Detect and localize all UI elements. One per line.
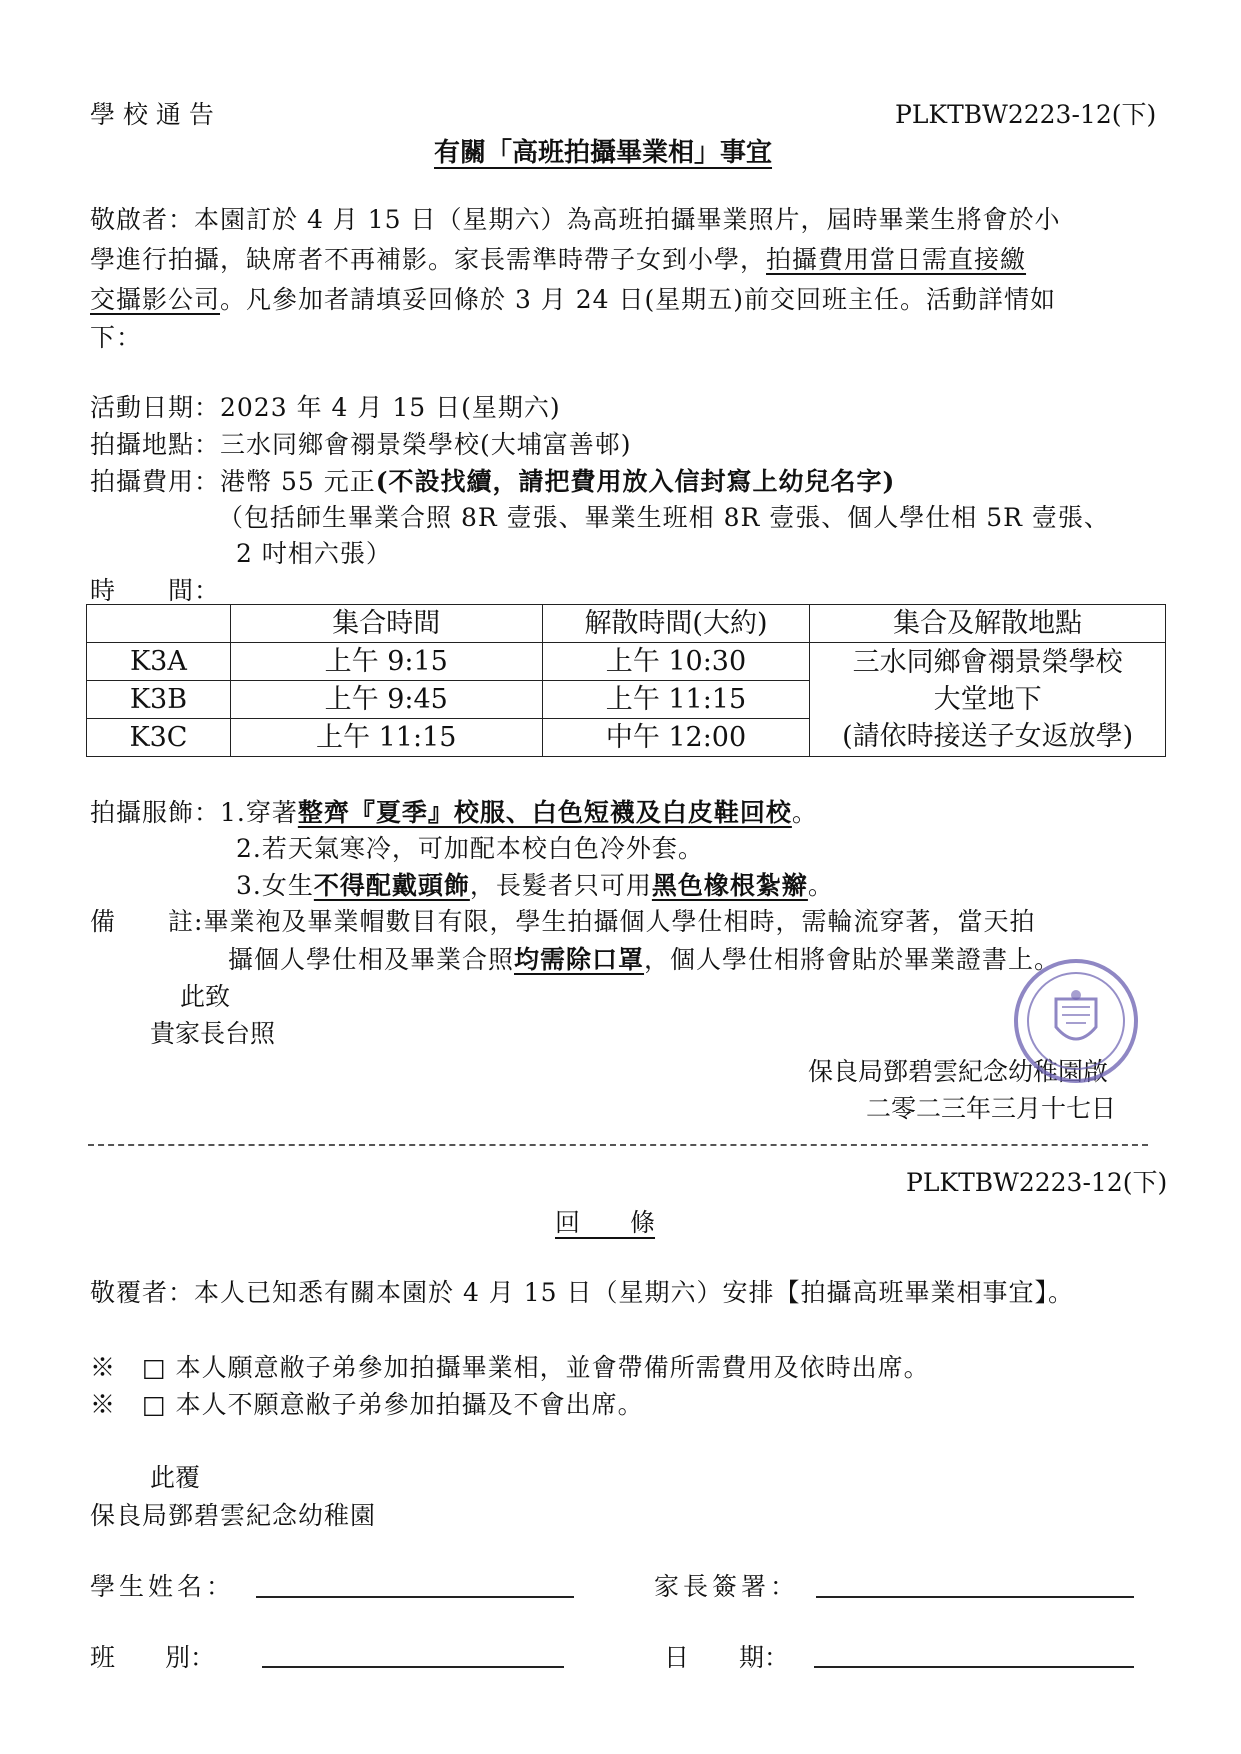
notice-title: 有關「高班拍攝畢業相」事宜: [434, 138, 773, 168]
remarks-line-2: 攝個人學仕相及畢業合照均需除口罩，個人學仕相將會貼於畢業證書上。: [228, 945, 1061, 974]
mask-removal-note: 均需除口罩: [514, 945, 645, 974]
option-attend[interactable]: ※ □ 本人願意敝子弟參加拍攝畢業相，並會帶備所需費用及依時出席。: [90, 1353, 930, 1382]
class-cell: K3C: [87, 719, 231, 757]
location-cell: 三水同鄉會禤景榮學校 大堂地下 (請依時接送子女返放學): [810, 643, 1166, 757]
fee-includes-line-2: 2 吋相六張）: [236, 539, 392, 568]
assemble-time-cell: 上午 9:45: [230, 681, 542, 719]
intro-line-1: 敬啟者：本園訂於 4 月 15 日（星期六）為高班拍攝畢業照片，屆時畢業生將會於小: [90, 205, 1061, 234]
closing-ci-zhi: 此致: [180, 982, 231, 1011]
schedule-table: [86, 604, 1166, 757]
fee-includes-line-1: （包括師生畢業合照 8R 壹張、畢業生班相 8R 壹張、個人學仕相 5R 壹張、: [218, 503, 1110, 532]
school-signature: 保良局鄧碧雲紀念幼稚園啟: [808, 1057, 1109, 1086]
time-label: 時 間：: [90, 576, 221, 605]
fee-payment-note: 拍攝費用當日需直接繳: [766, 245, 1027, 274]
class-cell: K3A: [87, 643, 231, 681]
notice-label: 學 校 通 告: [90, 100, 214, 129]
dismiss-time-cell: 中午 12:00: [542, 719, 810, 757]
parent-signature-label: 家長簽署：: [654, 1572, 800, 1601]
shoot-fee: 拍攝費用：港幣 55 元正(不設找續，請把費用放入信封寫上幼兒名字): [90, 467, 896, 496]
class-field[interactable]: [262, 1666, 564, 1668]
class-label: 班 別：: [90, 1643, 216, 1672]
header-cell: 集合及解散地點: [810, 605, 1166, 643]
date-field[interactable]: [814, 1666, 1134, 1668]
intro-line-2: 學進行拍攝，缺席者不再補影。家長需準時帶子女到小學，拍攝費用當日需直接繳: [90, 245, 1027, 274]
remarks-line-1: 備 註:畢業袍及畢業帽數目有限，學生拍攝個人學仕相時，需輪流穿著，當天拍: [90, 907, 1036, 936]
reply-ci-fu: 此覆: [150, 1463, 201, 1492]
student-name-label: 學生姓名：: [90, 1572, 236, 1601]
fee-instruction: (不設找續，請把費用放入信封寫上幼兒名字): [375, 467, 896, 496]
hair-tie-note: 黑色橡根紮辮: [651, 871, 808, 900]
intro-line-3: 交攝影公司。凡參加者請填妥回條於 3 月 24 日(星期五)前交回班主任。活動詳情如: [90, 285, 1057, 314]
assemble-time-cell: 上午 11:15: [230, 719, 542, 757]
reply-statement: 敬覆者：本人已知悉有關本園於 4 月 15 日（星期六）安排【拍攝高班畢業相事宜】。: [90, 1278, 1075, 1307]
dismiss-time-cell: 上午 10:30: [542, 643, 810, 681]
option-not-attend[interactable]: ※ □ 本人不願意敝子弟參加拍攝及不會出席。: [90, 1390, 644, 1419]
reply-slip-title: 回 條: [555, 1208, 656, 1237]
remarks-label: 備 註:: [90, 907, 204, 936]
shoot-venue: 拍攝地點：三水同鄉會禤景榮學校(大埔富善邨): [90, 430, 632, 459]
school-seal-stamp: [1010, 955, 1142, 1087]
attire-line-2: 2.若天氣寒冷，可加配本校白色冷外套。: [236, 834, 704, 863]
assemble-time-cell: 上午 9:15: [230, 643, 542, 681]
date-label: 日 期：: [664, 1643, 790, 1672]
closing-addressee: 貴家長台照: [150, 1019, 276, 1048]
activity-date: 活動日期：2023 年 4 月 15 日(星期六): [90, 393, 561, 422]
table-row: [87, 643, 1166, 681]
dismiss-time-cell: 上午 11:15: [542, 681, 810, 719]
class-cell: K3B: [87, 681, 231, 719]
photo-company-note: 交攝影公司: [90, 285, 221, 314]
schedule-header-row: [87, 605, 1166, 643]
attire-line-3: 3.女生不得配戴頭飾，長髮者只可用黑色橡根紮辮。: [236, 871, 834, 900]
header-cell: [87, 605, 231, 643]
parent-signature-field[interactable]: [816, 1596, 1134, 1598]
header-cell: 集合時間: [230, 605, 542, 643]
student-name-field[interactable]: [256, 1596, 574, 1598]
attire-line-1: 拍攝服飾：1.穿著整齊『夏季』校服、白色短襪及白皮鞋回校。: [90, 798, 818, 827]
notice-date: 二零二三年三月十七日: [866, 1094, 1117, 1123]
reference-code: PLKTBW2223-12(下): [895, 100, 1157, 129]
cut-line-divider: [88, 1144, 1148, 1146]
no-headwear-note: 不得配戴頭飾: [313, 871, 470, 900]
intro-line-4: 下：: [90, 323, 143, 352]
uniform-requirement: 整齊『夏季』校服、白色短襪及白皮鞋回校: [297, 798, 792, 827]
header-cell: 解散時間(大約): [542, 605, 810, 643]
reply-reference-code: PLKTBW2223-12(下): [906, 1168, 1168, 1197]
reply-school-name: 保良局鄧碧雲紀念幼稚園: [90, 1501, 377, 1530]
